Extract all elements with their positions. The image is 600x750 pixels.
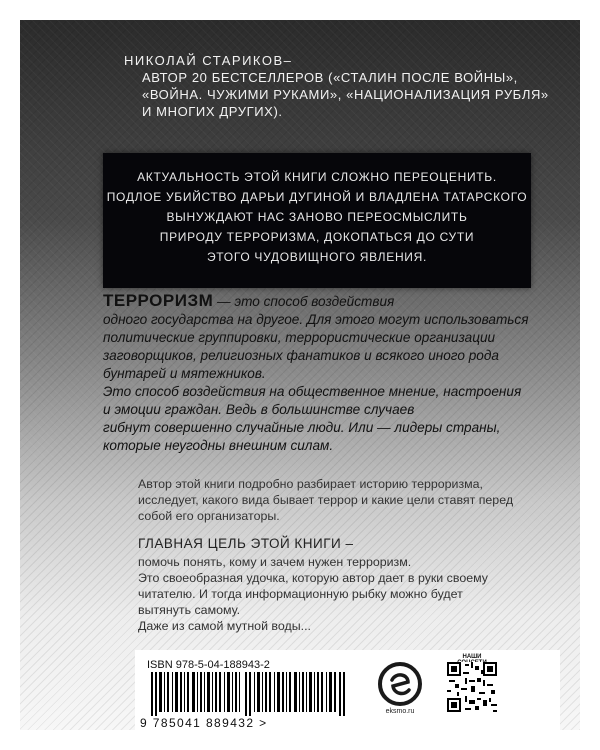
author-line: «ВОЙНА. ЧУЖИМИ РУКАМИ», «НАЦИОНАЛИЗАЦИЯ РУБЛЯ» [142, 87, 549, 102]
definition-keyword: ТЕРРОРИЗМ [103, 291, 214, 310]
isbn-label: ISBN 978-5-04-188943-2 [147, 659, 270, 671]
about-line: Автор этой книги подробно разбирает историю терроризма, [138, 477, 483, 491]
goal-line: Даже из самой мутной воды... [138, 619, 311, 633]
about-block [138, 476, 548, 524]
barcode-graphic [147, 672, 357, 716]
author-line: И МНОГИХ ДРУГИХ). [142, 104, 283, 119]
author-name: НИКОЛАЙ СТАРИКОВ– [124, 53, 293, 68]
publisher-site: eksmo.ru [385, 708, 415, 715]
blurb-line: ПРИРОДУ ТЕРРОРИЗМА, ДОКОПАТЬСЯ ДО СУТИ [159, 230, 475, 244]
about-line: собой его организаторы. [138, 509, 280, 523]
blurb-line: ЭТОГО ЧУДОВИЩНОГО ЯВЛЕНИЯ. [206, 250, 428, 264]
definition-first-line: — это способ воздействия [213, 294, 395, 309]
social-label: НАШИ [462, 654, 482, 660]
definition-block [103, 292, 543, 455]
definition-line: заговорщиков, религиозных фанатиков и всякого иного рода [103, 348, 499, 363]
barcode-panel [135, 650, 560, 730]
goal-heading: ГЛАВНАЯ ЦЕЛЬ ЭТОЙ КНИГИ – [138, 536, 354, 551]
blurb-line: АКТУАЛЬНОСТЬ ЭТОЙ КНИГИ СЛОЖНО ПЕРЕОЦЕНИТЬ. [137, 170, 497, 184]
goal-line: помочь понять, кому и зачем нужен терроризм. [138, 555, 412, 569]
definition-line: гибнут совершенно случайные люди. Или — лидеры страны, [103, 420, 501, 435]
goal-line: Это своеобразная удочка, которую автор дает в руки своему [138, 571, 488, 585]
blurb-line: ВЫНУЖДАЮТ НАС ЗАНОВО ПЕРЕОСМЫСЛИТЬ [166, 210, 468, 224]
author-block [124, 52, 549, 120]
ean-number: 9 785041 889432 > [140, 716, 268, 730]
publisher-logo-icon [378, 662, 422, 706]
author-line: АВТОР 20 БЕСТСЕЛЛЕРОВ («СТАЛИН ПОСЛЕ ВОЙНЫ», [142, 70, 518, 85]
goal-line: вытянуть самому. [138, 603, 241, 617]
goal-line: читателю. И тогда информационную рыбку можно будет [138, 587, 463, 601]
blurb-box [103, 153, 531, 288]
definition-line: одного государства на другое. Для этого могут использоваться [103, 312, 529, 327]
definition-line: Это способ воздействия на общественное мнение, настроения [103, 384, 522, 399]
goal-block [138, 536, 548, 634]
definition-line: и эмоции граждан. Ведь в большинстве случаев [103, 402, 415, 417]
definition-line: бунтарей и мятежников. [103, 366, 266, 381]
qr-code-icon [447, 662, 497, 712]
definition-line: политические группировки, террористические организации [103, 330, 496, 345]
about-line: исследует, какого вида бывает террор и какие цели ставят перед [138, 493, 514, 507]
blurb-line: ПОДЛОЕ УБИЙСТВО ДАРЬИ ДУГИНОЙ И ВЛАДЛЕНА ТАТАРСКОГО [106, 190, 528, 204]
definition-line: которые неугодны внешним силам. [103, 438, 334, 453]
book-back-cover [20, 20, 580, 730]
